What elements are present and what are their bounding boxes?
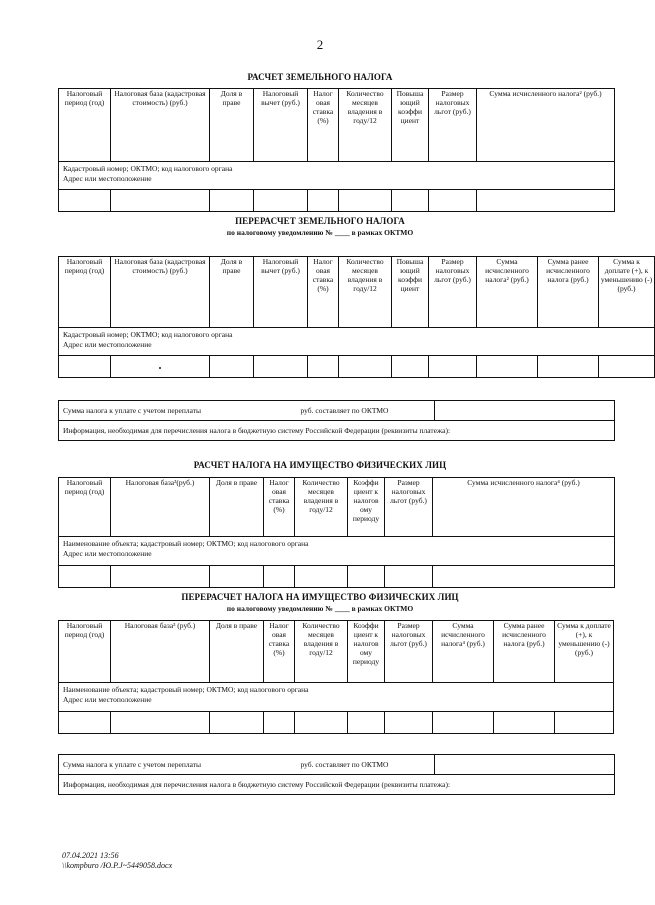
table-cell[interactable]	[339, 356, 392, 378]
info-line: Адрес или местоположение	[63, 340, 152, 349]
payment-summary-1	[58, 400, 615, 441]
col-header: Налог овая ставка (%)	[264, 621, 295, 683]
sum-label-cell	[59, 755, 435, 775]
info-row	[59, 683, 614, 712]
sum-label: Сумма налога к уплате с учетом переплаты	[63, 406, 202, 415]
table-cell[interactable]	[111, 190, 210, 212]
footer	[62, 851, 172, 871]
sum-label-cell	[59, 401, 435, 421]
header-row	[59, 621, 614, 683]
property-recalc-subtitle: по налоговому уведомлению № ____ в рамках ОКТМО	[226, 604, 414, 613]
info-line: Кадастровый номер; ОКТМО; код налогового органа	[63, 164, 233, 173]
land-recalc-table	[58, 256, 655, 378]
table-cell[interactable]	[429, 356, 477, 378]
land-tax-title: РАСЧЕТ ЗЕМЕЛЬНОГО НАЛОГА	[247, 72, 393, 82]
col-header: Сумма ранее исчисленного налога (руб.)	[494, 621, 555, 683]
payment-summary-2	[58, 754, 615, 795]
info-line: Адрес или местоположение	[63, 174, 152, 183]
col-header: Налоговый вычет (руб.)	[254, 89, 308, 162]
table-cell[interactable]	[111, 566, 210, 588]
table-cell[interactable]	[538, 356, 599, 378]
sum-row	[59, 755, 615, 775]
col-header: Доля в праве	[210, 621, 264, 683]
table-cell[interactable]	[433, 566, 615, 588]
col-header: Доля в праве	[210, 257, 254, 328]
table-cell[interactable]	[111, 356, 210, 378]
table-cell[interactable]	[59, 566, 111, 588]
table-cell[interactable]	[348, 566, 385, 588]
table-cell[interactable]	[264, 566, 295, 588]
col-header: Налог овая ставка (%)	[264, 478, 295, 537]
col-header: Повыша ющий коэффи циент	[392, 89, 429, 162]
table-cell[interactable]	[254, 190, 308, 212]
table-cell[interactable]	[59, 712, 111, 734]
header-row	[59, 89, 615, 162]
sum-value-cell[interactable]	[435, 755, 615, 775]
col-header: Размер налоговых льгот (руб.)	[429, 257, 477, 328]
col-header: Количество месяцев владения в году/12	[295, 478, 348, 537]
table-cell[interactable]	[264, 712, 295, 734]
col-header: Количество месяцев владения в году/12	[339, 257, 392, 328]
property-tax-title: РАСЧЕТ НАЛОГА НА ИМУЩЕСТВО ФИЗИЧЕСКИХ ЛИЦ	[193, 460, 447, 470]
info-row	[59, 537, 615, 566]
col-header: Количество месяцев владения в году/12	[295, 621, 348, 683]
property-recalc-table	[58, 620, 614, 734]
header-row	[59, 257, 655, 328]
table-cell[interactable]	[392, 190, 429, 212]
footer-datetime: 07.04.2021 13:56	[62, 851, 119, 860]
page-number: 2	[316, 37, 324, 52]
info-cell	[59, 328, 655, 356]
col-header: Сумма к доплате (+), к уменьшению (-) (руб.)	[555, 621, 614, 683]
col-header: Сумма исчисленного налога⁴ (руб.)	[433, 621, 494, 683]
sum-value-cell[interactable]	[435, 401, 615, 421]
requisites-row	[59, 775, 615, 795]
sum-mid-label: руб. составляет по ОКТМО	[300, 406, 389, 415]
table-cell[interactable]	[429, 190, 477, 212]
table-cell[interactable]	[555, 712, 614, 734]
header-row	[59, 478, 615, 537]
table-cell[interactable]	[494, 712, 555, 734]
table-cell[interactable]	[59, 356, 111, 378]
sum-mid-label: руб. составляет по ОКТМО	[300, 760, 389, 769]
info-line: Адрес или местоположение	[63, 549, 152, 558]
table-cell[interactable]	[392, 356, 429, 378]
requisites-label: Информация, необходимая для перечисления налога в бюджетную систему Российской Федерации (реквизиты платежа):	[59, 775, 615, 795]
col-header: Налоговая база³ (руб.)	[111, 621, 210, 683]
col-header: Налоговый период (год)	[59, 257, 111, 328]
col-header: Налог овая ставка (%)	[308, 257, 339, 328]
col-header: Сумма исчисленного налога² (руб.)	[477, 257, 538, 328]
info-cell	[59, 537, 615, 566]
table-cell[interactable]	[339, 190, 392, 212]
table-cell[interactable]	[111, 712, 210, 734]
table-cell[interactable]	[599, 356, 655, 378]
land-recalc-subtitle: по налоговому уведомлению № ____ в рамках ОКТМО	[226, 228, 414, 237]
table-cell[interactable]	[433, 712, 494, 734]
table-cell[interactable]	[295, 566, 348, 588]
table-cell[interactable]	[348, 712, 385, 734]
col-header: Сумма ранее исчисленного налога (руб.)	[538, 257, 599, 328]
table-cell[interactable]	[308, 190, 339, 212]
table-cell[interactable]	[210, 190, 254, 212]
requisites-label: Информация, необходимая для перечисления налога в бюджетную систему Российской Федерации (реквизиты платежа):	[59, 421, 615, 441]
table-cell[interactable]	[385, 566, 433, 588]
table-cell[interactable]	[210, 356, 254, 378]
entry-row	[59, 712, 614, 734]
col-header: Доля в праве	[210, 478, 264, 537]
dot-mark	[159, 367, 161, 369]
table-cell[interactable]	[254, 356, 308, 378]
info-row	[59, 328, 655, 356]
col-header: Сумма исчисленного налога² (руб.)	[477, 89, 615, 162]
col-header: Налоговая база³(руб.)	[111, 478, 210, 537]
col-header: Сумма к доплате (+), к уменьшению (-) (руб.)	[599, 257, 655, 328]
col-header: Доля в праве	[210, 89, 254, 162]
info-line: Кадастровый номер; ОКТМО; код налогового органа	[63, 330, 233, 339]
col-header: Повыша ющий коэффи циент	[392, 257, 429, 328]
table-cell[interactable]	[210, 566, 264, 588]
col-header: Налог овая ставка (%)	[308, 89, 339, 162]
table-cell[interactable]	[295, 712, 348, 734]
info-line: Адрес или местоположение	[63, 695, 152, 704]
col-header: Налоговый вычет (руб.)	[254, 257, 308, 328]
requisites-row	[59, 421, 615, 441]
col-header: Налоговый период (год)	[59, 621, 111, 683]
entry-row	[59, 356, 655, 378]
table-cell[interactable]	[59, 190, 111, 212]
table-cell[interactable]	[477, 356, 538, 378]
col-header: Налоговый период (год)	[59, 478, 111, 537]
col-header: Размер налоговых льгот (руб.)	[429, 89, 477, 162]
entry-row	[59, 190, 615, 212]
col-header: Налоговая база (кадастровая стоимость) (руб.)	[111, 89, 210, 162]
footer-path: \\kompburo /Ю.Р.J~5449058.docx	[62, 861, 173, 870]
col-header: Налоговый период (год)	[59, 89, 111, 162]
info-cell	[59, 683, 614, 712]
sum-row	[59, 401, 615, 421]
info-line: Наименование объекта; кадастровый номер; ОКТМО; код налогового органа	[63, 539, 309, 548]
table-cell[interactable]	[477, 190, 615, 212]
info-cell	[59, 162, 615, 190]
property-recalc-title: ПЕРЕРАСЧЕТ НАЛОГА НА ИМУЩЕСТВО ФИЗИЧЕСКИХ ЛИЦ	[181, 592, 459, 602]
col-header: Коэффи циент к налогов ому периоду	[348, 478, 385, 537]
table-cell[interactable]	[385, 712, 433, 734]
property-tax-table	[58, 477, 615, 588]
land-recalc-title: ПЕРЕРАСЧЕТ ЗЕМЕЛЬНОГО НАЛОГА	[235, 216, 405, 226]
table-cell[interactable]	[308, 356, 339, 378]
info-row	[59, 162, 615, 190]
info-line: Наименование объекта; кадастровый номер; ОКТМО; код налогового органа	[63, 685, 309, 694]
col-header: Размер налоговых льгот (руб.)	[385, 621, 433, 683]
col-header: Сумма исчисленного налога⁴ (руб.)	[433, 478, 615, 537]
col-header: Количество месяцев владения в году/12	[339, 89, 392, 162]
col-header: Коэффи циент к налогов ому периоду	[348, 621, 385, 683]
sum-label: Сумма налога к уплате с учетом переплаты	[63, 760, 202, 769]
col-header: Налоговая база (кадастровая стоимость) (руб.)	[111, 257, 210, 328]
col-header: Размер налоговых льгот (руб.)	[385, 478, 433, 537]
land-tax-table	[58, 88, 615, 212]
entry-row	[59, 566, 615, 588]
table-cell[interactable]	[210, 712, 264, 734]
